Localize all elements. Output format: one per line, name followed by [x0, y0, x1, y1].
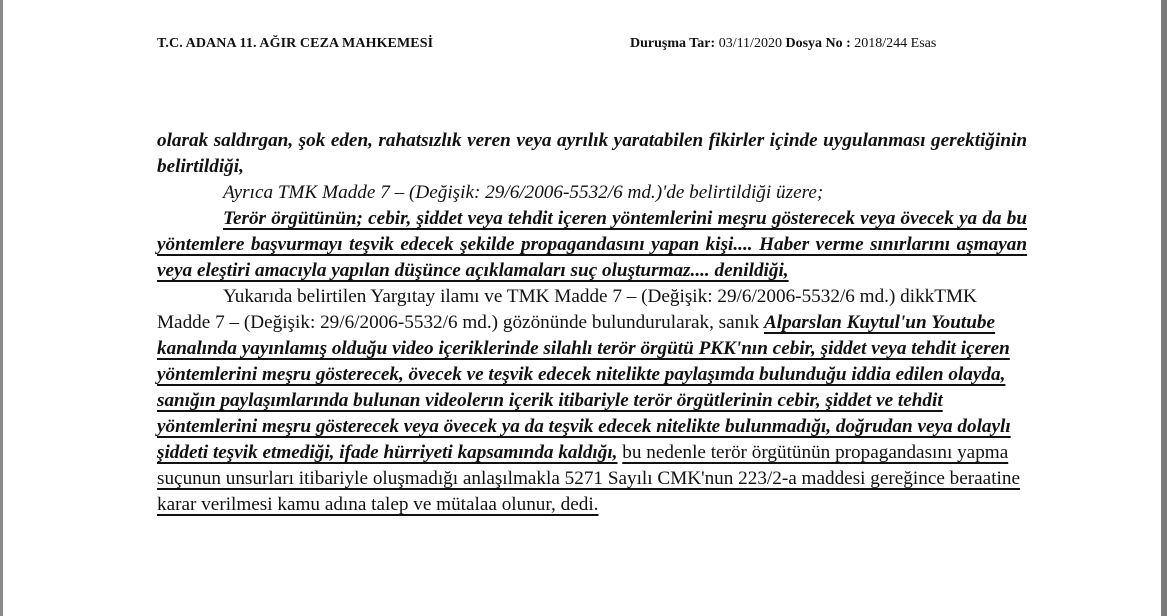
- hearing-date: 03/11/2020: [718, 36, 782, 51]
- file-number: 2018/244 Esas: [854, 36, 937, 51]
- document-body: [157, 128, 1027, 518]
- case-meta: [630, 36, 936, 52]
- paragraph-2: Ayrıca TMK Madde 7 – (Değişik: 29/6/2006-5532/6 md.)'de belirtildiği üzere;: [223, 182, 824, 203]
- quoted-law-text: Terör örgütünün; cebir, şiddet veya tehdit içeren yöntemlerini meşru gösterecek veya övecek ya da bu yöntemlere başvurmayı teşvik edecek şekilde propagandasını yapan kişi.... Haber verme sınırlarını aşmayan veya eleştiri amacıyla yapılan düşünce açıklamaları suç oluşturmaz.... denildiği,: [157, 208, 1027, 281]
- paragraph-4-findings: Alparslan Kuytul'un Youtube kanalında yayınlamış olduğu video içeriklerinde silahlı terör örgütü PKK'nın cebir, şiddet veya tehdit içeren yöntemlerini meşru gösterecek, övecek ve teşvik edecek nitelikte paylaşımda bulunduğu iddia edilen olayda, sanığın paylaşımlarında bulunan videolerın içerik itibariyle terör örgütlerinin cebir, şiddet ve tehdit yöntemlerini meşru gösterecek veya övecek ya da teşvik edecek nitelikte bulunmadığı, doğrudan veya dolaylı şiddeti teşvik etmediği, ifade hürriyeti kapsamında kaldığı,: [157, 312, 1011, 463]
- paragraph-4-intro: Yukarıda belirtilen Yargıtay ilamı ve TMK Madde 7 – (Değişik: 29/6/2006-5532/6 md.) dikkTMK Madde 7 – (Değişik: 29/6/2006-5532/6 md.) gözönünde bulundurularak, sanık: [157, 286, 977, 333]
- document-header: [157, 36, 1007, 58]
- paragraph-4-conclusion: bu nedenle terör örgütünün propagandasını yapma suçunun unsurları itibariyle oluşmadığı anlaşılmakla 5271 Sayılı CMK'nun 223/2-a maddesi gereğince beraatine karar verilmesi kamu adına talep ve mütalaa olunur, dedi.: [157, 442, 1020, 515]
- paragraph-4: [157, 284, 1027, 518]
- hearing-date-label: Duruşma Tar:: [630, 36, 716, 51]
- paragraph-1: olarak saldırgan, şok eden, rahatsızlık veren veya ayrılık yaratabilen fikirler içinde uygulanması gerektiğinin belirtildiği,: [157, 130, 1027, 177]
- page-left-border: [0, 0, 3, 616]
- page-right-border: [1161, 0, 1167, 616]
- file-number-label: Dosya No :: [785, 36, 851, 51]
- paragraph-3: [157, 206, 1027, 284]
- court-name: T.C. ADANA 11. AĞIR CEZA MAHKEMESİ: [157, 36, 434, 51]
